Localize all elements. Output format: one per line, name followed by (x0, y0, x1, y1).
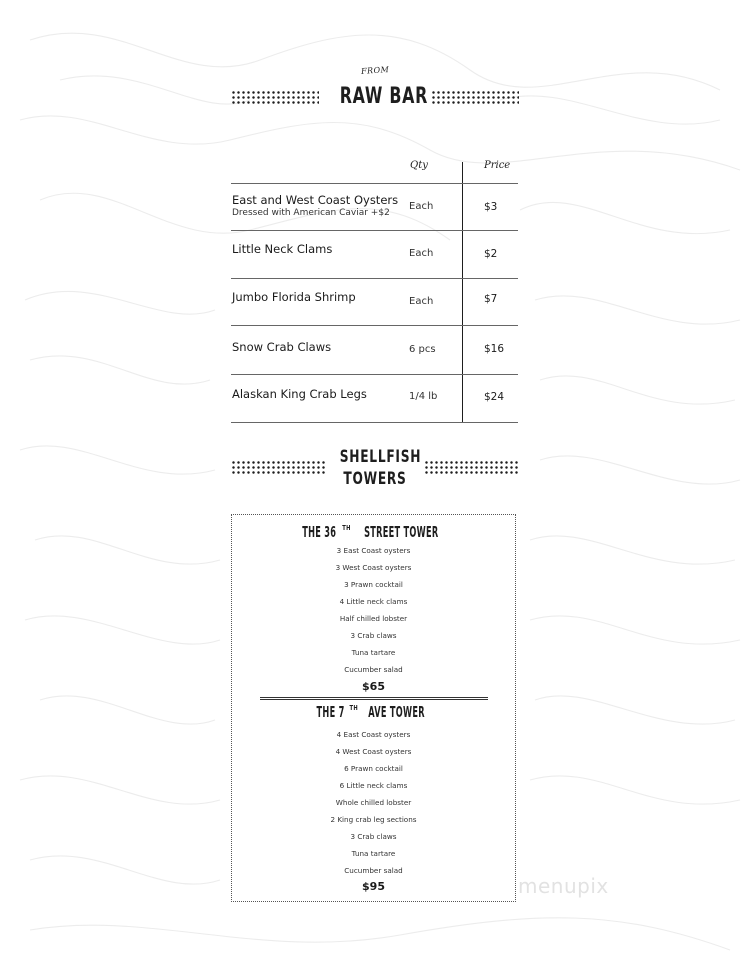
item-price: $16 (484, 343, 505, 355)
item-name: Jumbo Florida Shrimp (232, 290, 356, 304)
tower-title-sup: TH (341, 524, 351, 532)
item-qty: Each (409, 296, 434, 307)
tower-item: 4 West Coast oysters (335, 747, 412, 756)
row-separator (231, 278, 518, 279)
tower-item: 4 East Coast oysters (336, 730, 411, 739)
from-label: FROM (360, 65, 390, 76)
shellfish-towers-title (326, 446, 424, 490)
item-price: $2 (484, 248, 498, 260)
item-name: Little Neck Clams (232, 242, 333, 256)
item-price: $7 (484, 293, 498, 305)
row-separator (231, 325, 518, 326)
row-separator (231, 374, 518, 375)
item-qty: Each (409, 201, 434, 212)
column-divider (462, 162, 463, 423)
row-separator (231, 183, 518, 184)
tower-item: Whole chilled lobster (335, 798, 412, 807)
tower-item: 3 West Coast oysters (335, 563, 412, 572)
tower-item: 4 Little neck clams (339, 597, 408, 606)
item-qty: 6 pcs (409, 344, 436, 355)
tower-item: 2 King crab leg sections (330, 815, 417, 824)
raw-bar-title: RAW BAR (339, 84, 429, 109)
tower-item: 6 Prawn cocktail (344, 764, 403, 773)
row-separator (231, 230, 518, 231)
dotted-ornament-left (231, 460, 326, 474)
row-separator (231, 422, 518, 423)
item-price: $24 (484, 391, 505, 403)
item-price: $3 (484, 201, 498, 213)
dotted-ornament-right (424, 460, 519, 474)
tower-divider (260, 697, 488, 700)
shellfish-towers-line1: SHELLFISH (339, 447, 422, 467)
menupix-watermark: menupix (518, 874, 609, 898)
item-name: East and West Coast Oysters (232, 193, 399, 207)
item-qty: Each (409, 248, 434, 259)
tower-title (231, 523, 516, 541)
dotted-ornament-left (231, 90, 319, 104)
tower-title-sup: TH (349, 704, 359, 712)
tower-price: $65 (362, 680, 385, 693)
qty-column-header: Qty (410, 160, 428, 171)
tower-title-text: THE 7 (316, 703, 345, 721)
tower-item: 6 Little neck clams (339, 781, 408, 790)
tower-title-text: STREET TOWER (363, 523, 438, 541)
tower-item: 3 Crab claws (350, 832, 397, 841)
dotted-ornament-right (431, 90, 519, 104)
tower-title (231, 703, 516, 721)
item-note: Dressed with American Caviar +$2 (232, 208, 390, 218)
tower-item: Cucumber salad (344, 866, 403, 875)
price-column-header: Price (484, 160, 511, 171)
item-name: Alaskan King Crab Legs (232, 387, 367, 401)
tower-item: Tuna tartare (351, 849, 396, 858)
tower-item: Cucumber salad (344, 665, 403, 674)
item-name: Snow Crab Claws (232, 340, 332, 354)
tower-title-text: THE 36 (301, 523, 336, 541)
tower-item: 3 East Coast oysters (336, 546, 411, 555)
tower-item: 3 Crab claws (350, 631, 397, 640)
tower-price: $95 (362, 880, 385, 893)
tower-item: Tuna tartare (351, 648, 396, 657)
tower-item: 3 Prawn cocktail (344, 580, 403, 589)
item-qty: 1/4 lb (409, 391, 438, 402)
tower-title-text: AVE TOWER (368, 703, 426, 721)
tower-item: Half chilled lobster (339, 614, 408, 623)
shellfish-towers-line2: TOWERS (343, 469, 407, 489)
